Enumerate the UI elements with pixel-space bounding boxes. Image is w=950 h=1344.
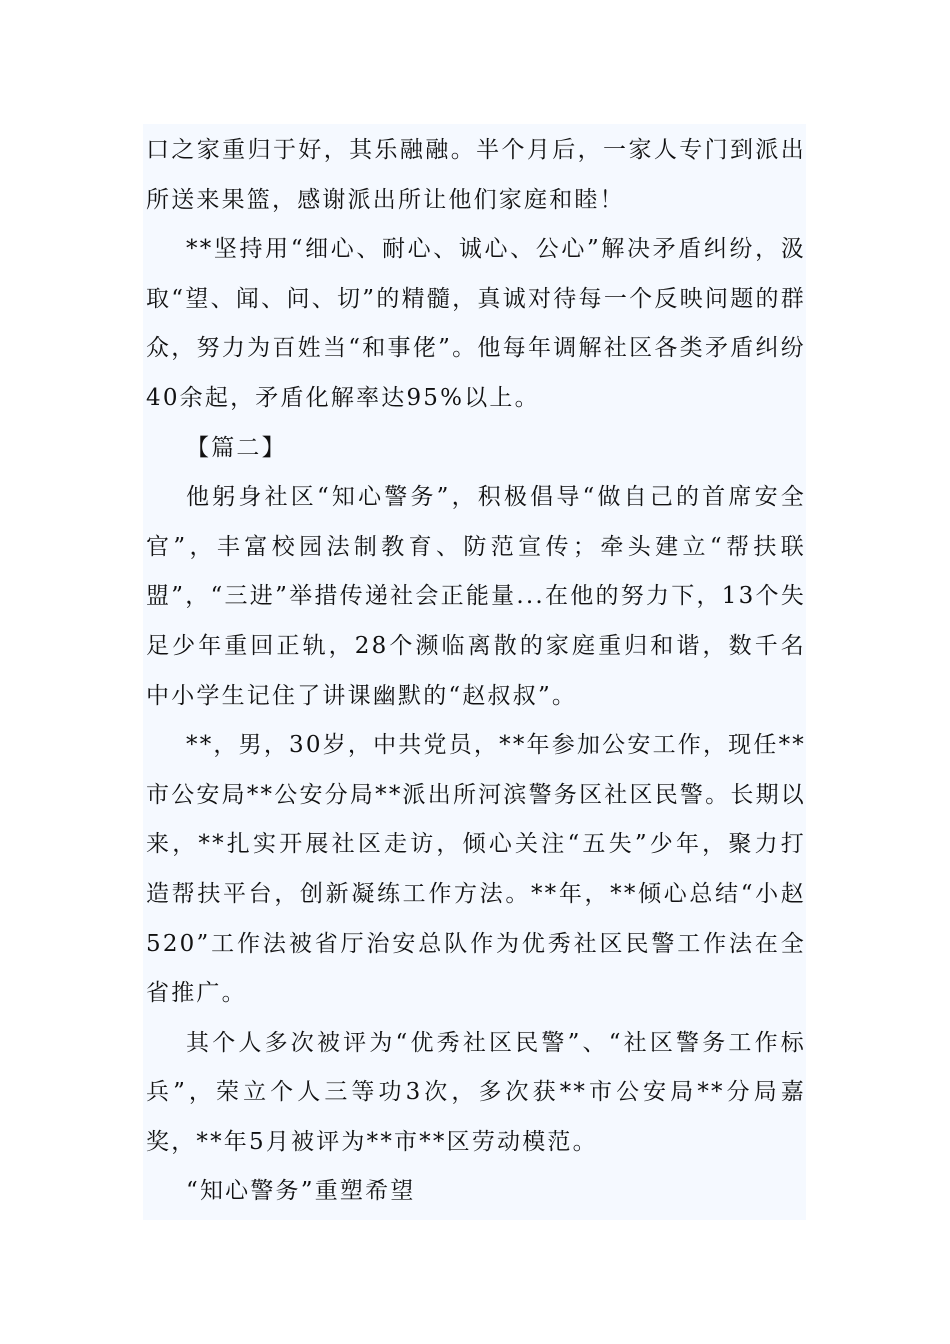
document-body [146, 126, 806, 1217]
paragraph-mediation: **坚持用“细心、耐心、诚心、公心”解决矛盾纠纷，汲取“望、闻、问、切”的精髓，真诚对待每一个反映问题的群众，努力为百姓当“和事佬”。他每年调解社区各类矛盾纠纷40余起，矛盾化解率达95%以上。 [146, 236, 806, 411]
paragraph-profile: **，男，30岁，中共党员，**年参加公安工作，现任**市公安局**公安分局**派出所河滨警务区社区民警。长期以来，**扎实开展社区走访，倾心关注“五失”少年，聚力打造帮扶平台，创新凝练工作方法。**年，**倾心总结“小赵520”工作法被省厅治安总队作为优秀社区民警工作法在全省推广。 [146, 732, 806, 1007]
section-heading: 【篇二】 [186, 434, 287, 461]
paragraph-community-policing: 他躬身社区“知心警务”，积极倡导“做自己的首席安全官”，丰富校园法制教育、防范宣传；牵头建立“帮扶联盟”，“三进”举措传递社会正能量...在他的努力下，13个失足少年重回正轨，28个濒临离散的家庭重归和谐，数千名中小学生记住了讲课幽默的“赵叔叔”。 [146, 484, 806, 709]
document-page [143, 124, 806, 1220]
paragraph-continuation: 口之家重归于好，其乐融融。半个月后，一家人专门到派出所送来果篮，感谢派出所让他们家庭和睦！ [146, 137, 806, 213]
paragraph-subtitle: “知心警务”重塑希望 [186, 1178, 416, 1205]
paragraph-honors: 其个人多次被评为“优秀社区民警”、“社区警务工作标兵”，荣立个人三等功3次，多次获**市公安局**分局嘉奖，**年5月被评为**市**区劳动模范。 [146, 1029, 806, 1155]
